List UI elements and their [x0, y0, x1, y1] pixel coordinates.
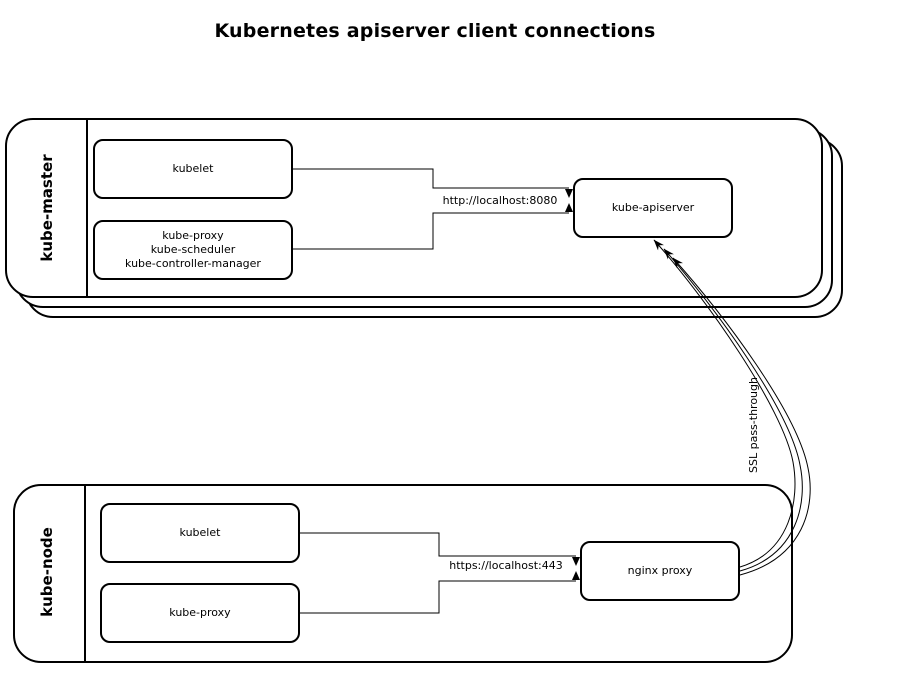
master-services-line-1: kube-proxy	[162, 229, 224, 242]
node-kubelet-box	[100, 503, 300, 563]
kube-apiserver-box	[573, 178, 733, 238]
master-services-line-3: kube-controller-manager	[125, 257, 261, 270]
ssl-passthrough-label: SSL pass-through	[747, 377, 760, 473]
diagram-title: Kubernetes apiserver client connections	[214, 20, 656, 42]
node-group-label: kube-node	[38, 527, 56, 617]
master-group-label: kube-master	[38, 154, 56, 262]
nginx-proxy-box	[580, 541, 740, 601]
https-connection-label: https://localhost:443	[449, 559, 563, 572]
master-kubelet-box	[93, 139, 293, 199]
master-group-divider	[86, 120, 88, 296]
node-group-divider	[84, 486, 86, 661]
http-connection-label: http://localhost:8080	[442, 194, 558, 207]
kube-apiserver-label: kube-apiserver	[611, 201, 695, 214]
master-kubelet-label: kubelet	[172, 162, 214, 175]
node-kube-proxy-label: kube-proxy	[169, 606, 231, 619]
master-services-box	[93, 220, 293, 280]
node-kubelet-label: kubelet	[179, 526, 221, 539]
node-kube-proxy-box	[100, 583, 300, 643]
master-services-line-2: kube-scheduler	[150, 243, 236, 256]
nginx-proxy-label: nginx proxy	[627, 564, 693, 577]
